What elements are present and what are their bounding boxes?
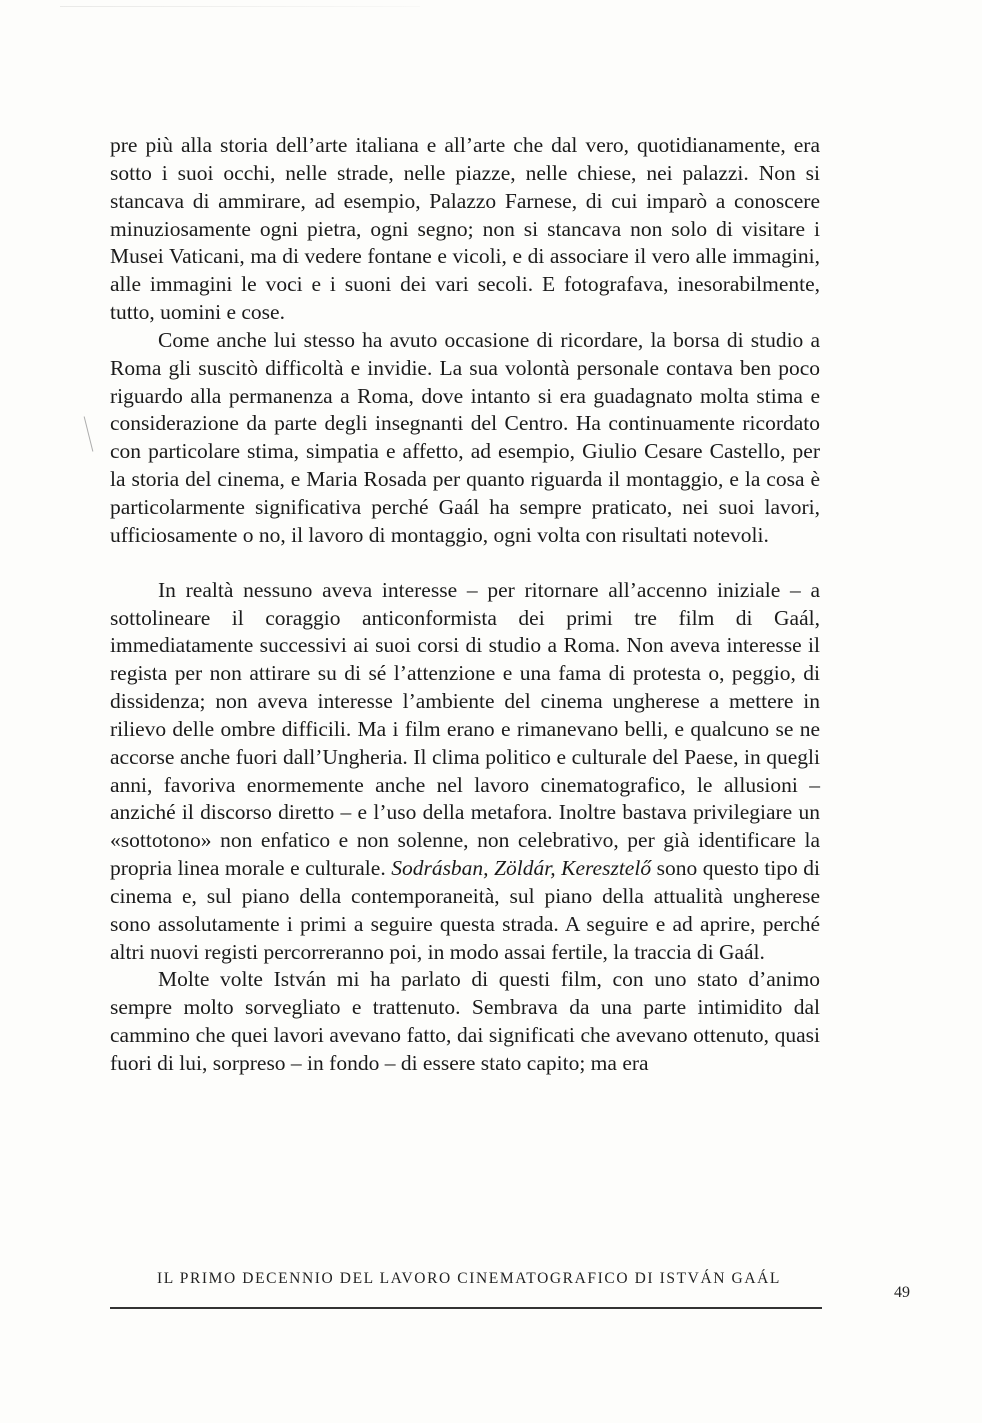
text-run: sono questo tipo di cinema e, sul piano della contemporaneità, sul piano della attualità ungherese sono assolutamente i primi a seguire questa strada. A seguire e ad aprire, perché altri nuovi registi percorreranno poi, in modo assai fertile, la traccia di Gaál. <box>110 856 821 964</box>
text-run: Molte volte István mi ha parlato di questi film, con uno stato d’animo sempre molto sorvegliato e trattenuto. Sembrava da una parte intimidito dal cammino che quei lavori avevano fatto, dai significati che avevano ottenuto, quasi fuori di lui, sorpreso – in fondo – di essere stato capito; ma era <box>110 967 820 1075</box>
scan-edge-mark <box>60 6 420 7</box>
margin-pencil-mark <box>84 416 94 451</box>
footer-rule <box>110 1307 822 1309</box>
text-run: pre più alla storia dell’arte italiana e all’arte che dal vero, quotidianamente, era sotto i suoi occhi, nelle strade, nelle piazze, nelle chiese, nei palazzi. Non si stancava di ammirare, ad esempio, Palazzo Farnese, di cui imparò a conoscere minuziosamente ogni pietra, ogni segno; non si stancava non solo di visitare i Musei Vaticani, ma di vedere fontane e vicoli, e di associare il vero alle immagini, alle immagini le voci e i suoni dei vari secoli. E fotografava, inesorabilmente, tutto, uomini e cose. <box>110 133 820 325</box>
text-run: In realtà nessuno aveva interesse – per ritornare all’accenno iniziale – a sottolineare il coraggio anticonformista dei primi tre film di Gaál, immediatamente successivi ai suoi corsi di studio a Roma. Non aveva interesse il regista per non attirare su di sé l’attenzione e una fama di protesta o, peggio, di dissidenza; non aveva interesse l’ambiente del cinema ungherese a mettere in rilievo delle ombre difficili. Ma i film erano e rimanevano belli, e qualcuno se ne accorse anche fuori dall’Ungheria. Il clima politico e culturale del Paese, in quegli anni, favoriva enormemente anche nel lavoro cinematografico, le allusioni – anziché il discorso diretto – e l’uso della metafora. Inoltre bastava privilegiare un «sottotono» non enfatico e non solenne, non celebrativo, per già identificare la propria linea morale e culturale. <box>110 577 820 881</box>
running-footer-title: IL PRIMO DECENNIO DEL LAVORO CINEMATOGRAFICO DI ISTVÁN GAÁL <box>157 1270 781 1287</box>
paragraph <box>110 327 820 550</box>
film-titles-italic: Sodrásban, Zöldár, Keresztelő <box>391 856 652 881</box>
page-number: 49 <box>894 1284 910 1301</box>
paragraph-continued <box>110 132 820 327</box>
page-body <box>110 132 820 1078</box>
text-run: Come anche lui stesso ha avuto occasione di ricordare, la borsa di studio a Roma gli suscitò difficoltà e invidie. La sua volontà personale contava ben poco riguardo alla permanenza a Roma, dove intanto si era guadagnato molta stima e considerazione da parte degli insegnanti del Centro. Ha continuamente ricordato con particolare stima, simpatia e affetto, ad esempio, Giulio Cesare Castello, per la storia del cinema, e Maria Rosada per quanto riguarda il montaggio, e la cosa è particolarmente significativa perché Gaál ha sempre praticato, nei suoi lavori, ufficiosamente o no, il lavoro di montaggio, ogni volta con risultati notevoli. <box>110 327 820 547</box>
paragraph <box>110 577 820 967</box>
paragraph <box>110 966 820 1077</box>
